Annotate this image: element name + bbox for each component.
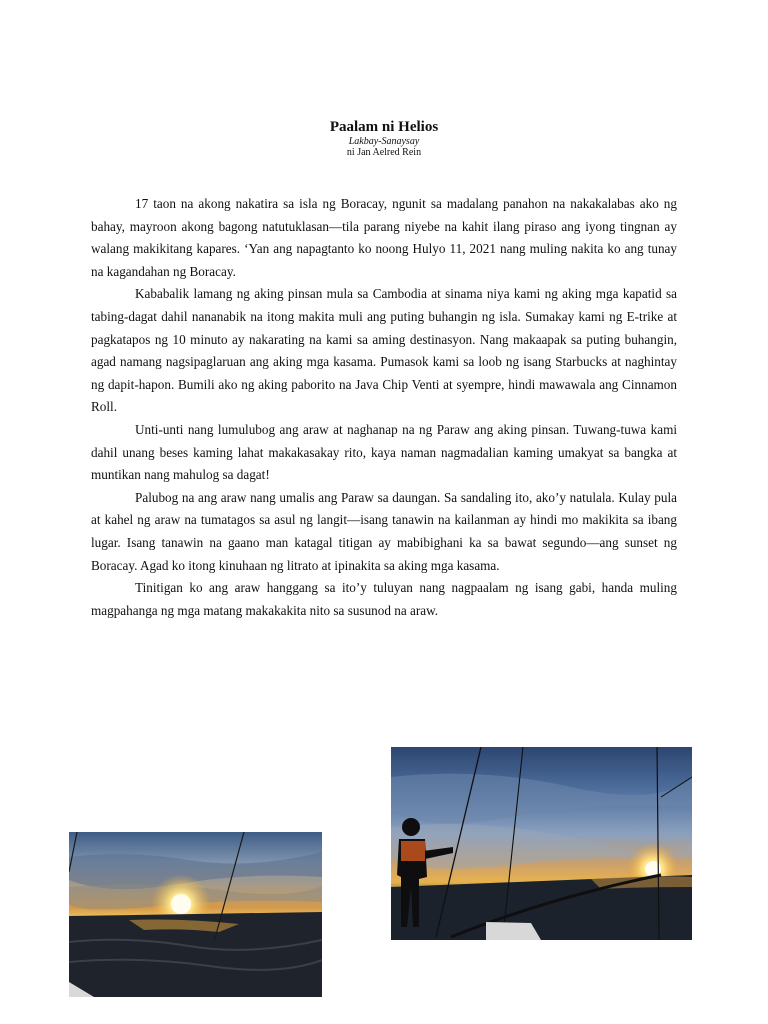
document-author: ni Jan Aelred Rein [346, 147, 422, 158]
document-subtitle: Lakbay-Sanaysay [348, 136, 420, 147]
document-header [0, 118, 768, 158]
sunset-over-sea-photo [69, 832, 322, 997]
document-title: Paalam ni Helios [329, 119, 439, 135]
paragraph-1: 17 taon na akong nakatira sa isla ng Boracay, ngunit sa madalang panahon na nakakalabas ako ng bahay, mayroon akong bagong natutuklasan—tila parang niyebe na kahit ilang piraso ang iyong tingnan ay walang makikitang kapares. ‘Yan ang napagtanto ko noong Hulyo 11, 2021 nang muling nakita ko ang tunay na kagandahan ng Boracay. [91, 196, 677, 279]
paragraph-5: Tinitigan ko ang araw hanggang sa ito’y tuluyan nang nagpaalam ng isang gabi, handa muling magpahanga ng mga matang makakakita nito sa susunod na araw. [91, 580, 677, 618]
sunset-over-sea-illustration [69, 832, 322, 997]
person-on-sailboat-sunset-photo [391, 747, 692, 940]
paragraph-2: Kababalik lamang ng aking pinsan mula sa Cambodia at sinama niya kami ng aking mga kapatid sa tabing-dagat dahil nananabik na itong makita muli ang puting buhangin ng isla. Sumakay kami ng E-trike at pagkatapos ng 10 minuto ay nakarating na kami sa aming destinasyon. Nang makaapak sa puting buhangin, agad namang nagsipaglaruan ang aking mga kasama. Pumasok kami sa loob ng isang Starbucks at naghintay ng dapit-hapon. Bumili ako ng aking paborito na Java Chip Venti at syempre, hindi mawawala ang Cinnamon Roll. [91, 286, 677, 415]
person-on-sailboat-illustration [391, 747, 692, 940]
document-body [91, 193, 677, 622]
paragraph-4: Palubog na ang araw nang umalis ang Paraw sa daungan. Sa sandaling ito, ako’y natulala. Kulay pula at kahel ng araw na tumatagos sa asul ng langit—isang tanawin na kailanman ay hindi mo makikita sa ibang lugar. Isang tanawin na gaano man katagal titigan ay mabibighani ka sa bawat segundo—ang sunset ng Boracay. Agad ko itong kinuhaan ng litrato at ipinakita sa aking mga kasama. [91, 489, 677, 573]
paragraph-3: Unti-unti nang lumulubog ang araw at naghanap na ng Paraw ang aking pinsan. Tuwang-tuwa kami dahil unang beses kaming lahat makakasakay rito, kaya naman nagmadalian kaming umakyat sa bangka at muntikan nang mahulog sa dagat! [91, 421, 677, 483]
